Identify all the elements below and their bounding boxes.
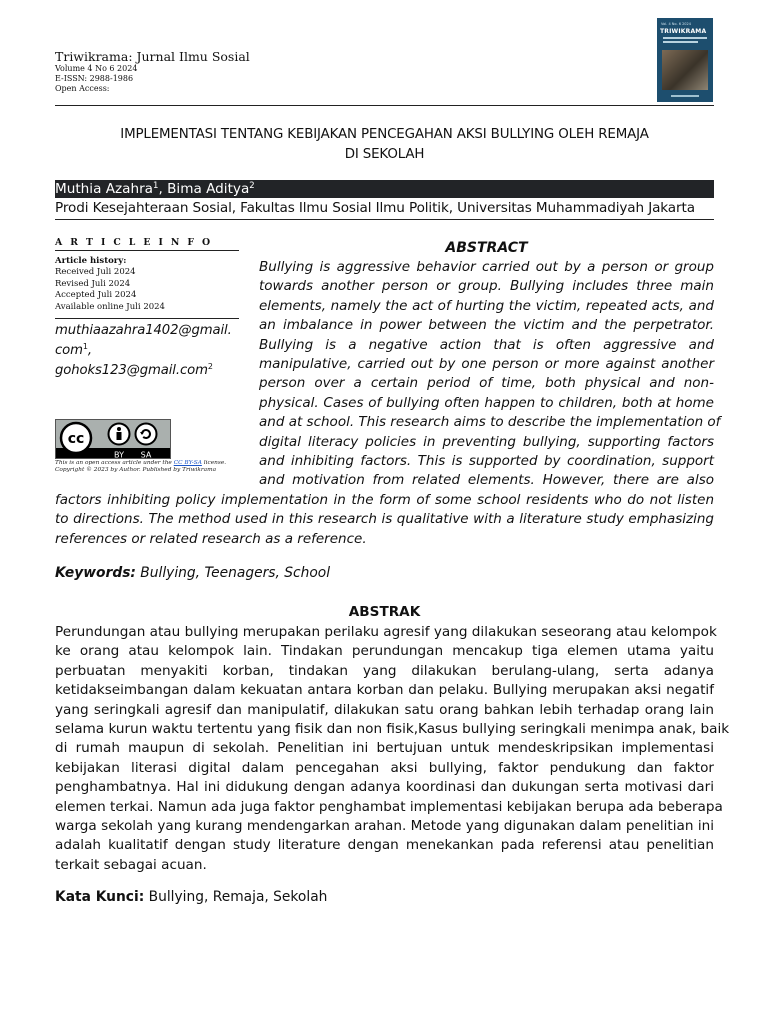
abstrak-line: adalah kualitatif dengan study literature dengan menekankan pada referensi atau penelitian: [55, 837, 714, 854]
cover-subtitle-lines: [663, 37, 707, 47]
abstract-line: to directions. The method used in this research is qualitative with a literature study emphasizing: [55, 511, 714, 528]
journal-cover-image: [657, 18, 713, 102]
author-email-line[interactable]: muthiaazahra1402@gmail.: [55, 323, 232, 338]
abstract-line: and at school. This research aims to describe the implementation of: [259, 414, 721, 431]
abstrak-line: yang seringkali agresif dan manipulatif, dilakukan satu orang bahkan lebih terhadap orang lain: [55, 701, 714, 718]
kata-kunci-value: Bullying, Remaja, Sekolah: [144, 889, 328, 905]
abstract-line: manipulative, carried out by one person or more against another: [259, 356, 714, 372]
abstrak-line: elemen terkai. Namun ada juga faktor penghambat implementasi kebijakan berupa ada beberapa: [55, 798, 723, 815]
abstract-line: references or related research as a reference.: [55, 530, 367, 547]
author-affil-mark: 2: [249, 181, 255, 191]
author-email-line[interactable]: gohoks123@gmail.com$^2$: [55, 362, 213, 378]
cc-by-sa-badge[interactable]: [55, 419, 171, 459]
abstrak-line: penghambatnya. Hal ini didukung dengan adanya koordinasi dan dukungan serta motivasi dari: [55, 779, 714, 796]
article-info-divider: [55, 318, 239, 319]
cover-photo: [662, 50, 708, 90]
abstract-line: and motivation from related elements. However, there are also: [259, 472, 714, 489]
keywords-value: Bullying, Teenagers, School: [135, 565, 331, 581]
author-name: Bima Aditya: [167, 181, 250, 197]
kata-kunci-label: Kata Kunci:: [55, 889, 145, 905]
affiliation-divider: [55, 219, 714, 220]
abstract-line: physical. Cases of bullying often happen to children, both at home: [259, 394, 714, 411]
abstrak-line: ketidakseimbangan dalam kekuatan antara korban dan pelaku. Bullying merupakan aksi negatif: [55, 682, 714, 699]
abstract-line: Bullying is a negative action that is often aggressive and: [259, 336, 714, 353]
cover-footer-line: [671, 95, 699, 97]
author-name: Muthia Azahra: [55, 181, 154, 197]
history-available-online: Available online Juli 2024: [55, 302, 165, 312]
abstrak-line: di rumah maupun di sekolah. Penelitian ini bertujuan untuk mendeskripsikan implementasi: [55, 740, 714, 757]
svg-text:BY: BY: [114, 450, 124, 459]
cc-license-icon: [56, 420, 171, 459]
svg-text:cc: cc: [67, 431, 85, 447]
author-separator: ,: [158, 181, 168, 197]
journal-volume: Volume 4 No 6 2024: [55, 64, 138, 73]
license-note: This is an open access article under the CC BY-SA license.: [55, 460, 227, 466]
abstract-heading: ABSTRACT: [445, 240, 528, 256]
abstrak-line: selama kurun waktu tertentu yang fisik dan non fisik,Kasus bullying seringkali menimpa anak, baik: [55, 721, 730, 737]
abstrak-line: terkait sebagai acuan.: [55, 856, 207, 873]
abstract-line: an imbalance in power between the victim and the perpetrator.: [259, 317, 714, 334]
article-history-heading: Article history:: [55, 256, 127, 266]
affiliation: Prodi Kesejahteraan Sosial, Fakultas Ilmu Sosial Ilmu Politik, Universitas Muhammadiyah Jakarta: [55, 200, 695, 216]
paper-title-line-1: IMPLEMENTASI TENTANG KEBIJAKAN PENCEGAHAN AKSI BULLYING OLEH REMAJA: [120, 127, 649, 142]
keywords: [55, 565, 330, 581]
journal-open-access: Open Access:: [55, 84, 110, 93]
abstract-line: and inhibiting factors. This is supported by coordination, support: [259, 453, 714, 469]
abstract-line: towards another person or group. Bullying includes three main: [259, 278, 714, 295]
author-affil-mark: 1: [153, 181, 159, 191]
paper-title-line-2: DI SEKOLAH: [344, 147, 425, 162]
abstract-line: factors inhibiting policy implementation in the form of some school residents who do not listen: [55, 491, 714, 508]
article-info-divider: [55, 250, 239, 251]
abstract-line: elements, namely the act of hurting the victim, repeated acts, and: [259, 297, 714, 314]
journal-eissn: E-ISSN: 2988-1986: [55, 74, 134, 83]
cover-top-text: Vol. 4 No. 6 2024: [661, 22, 691, 26]
journal-title: Triwikrama: Jurnal Ilmu Sosial: [55, 49, 250, 64]
svg-text:SA: SA: [140, 450, 152, 459]
article-info-label: A R T I C L E I N F O: [55, 237, 213, 248]
keywords-label: Keywords:: [55, 565, 136, 581]
abstrak-line: kebijakan literasi digital dalam pencegahan aksi bullying, faktor pendukung dan faktor: [55, 759, 714, 776]
abstrak-line: warga sekolah yang kurang mendengarkan arahan. Metode yang digunakan dalam penelitian ini: [55, 818, 714, 834]
abstract-line: Bullying is aggressive behavior carried out by a person or group: [259, 259, 714, 275]
abstract-line: digital literacy policies in preventing bullying, supporting factors: [259, 433, 714, 450]
authors: [55, 181, 255, 197]
abstrak-line: ke orang atau kelompok lain. Tindakan perundungan mencakup tiga elemen utama yaitu: [55, 643, 714, 660]
history-received: Received Juli 2024: [55, 267, 136, 277]
cc-by-sa-link[interactable]: CC BY-SA: [173, 460, 202, 466]
history-revised: Revised Juli 2024: [55, 279, 131, 289]
kata-kunci: [55, 889, 327, 905]
abstrak-heading: ABSTRAK: [348, 604, 421, 620]
abstrak-line: perbuatan menyakiti korban, tindakan yang dilakukan berulang-ulang, serta adanya: [55, 662, 714, 679]
abstract-line: person over a certain period of time, both physical and non-: [259, 375, 714, 392]
history-accepted: Accepted Juli 2024: [55, 290, 137, 300]
abstrak-line: Perundungan atau bullying merupakan perilaku agresif yang dilakukan seseorang atau kelompok: [55, 624, 717, 640]
copyright-note: Copyright © 2023 by Author. Published by Triwikrama: [55, 467, 217, 473]
header-divider: [55, 105, 714, 106]
author-email-line[interactable]: com$^1$,: [55, 342, 92, 358]
cover-journal-name: TRIWIKRAMA: [660, 28, 707, 35]
